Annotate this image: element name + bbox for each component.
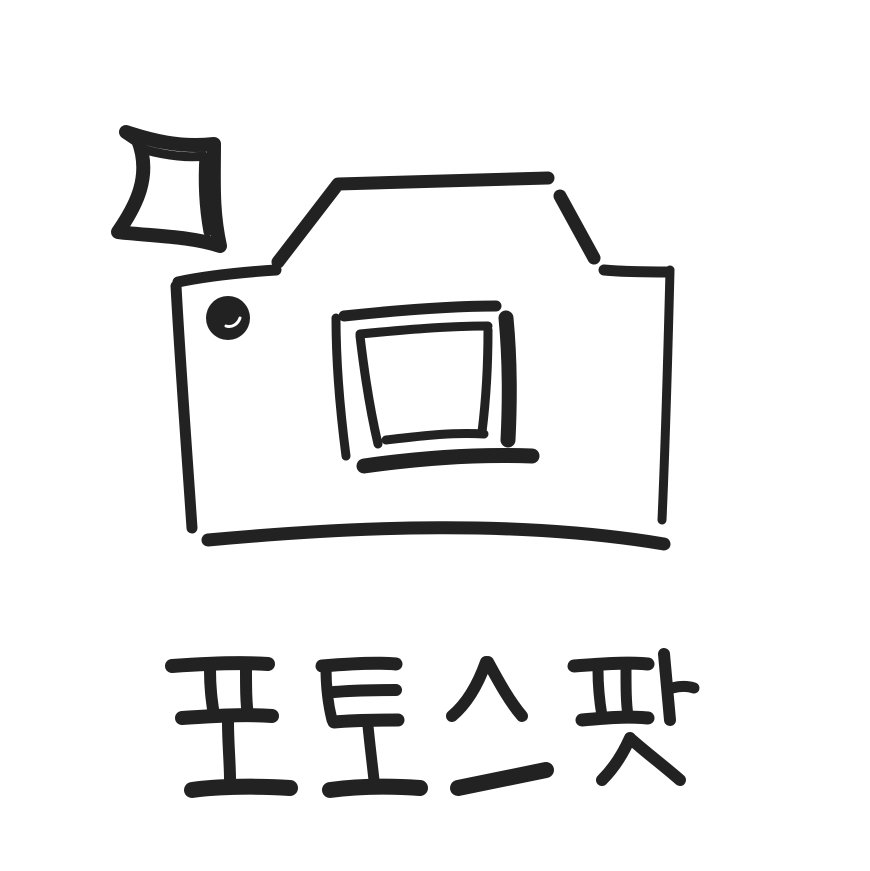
camera-icon — [176, 178, 670, 544]
sparkle-icon — [118, 132, 220, 246]
flash-dot — [206, 296, 250, 340]
